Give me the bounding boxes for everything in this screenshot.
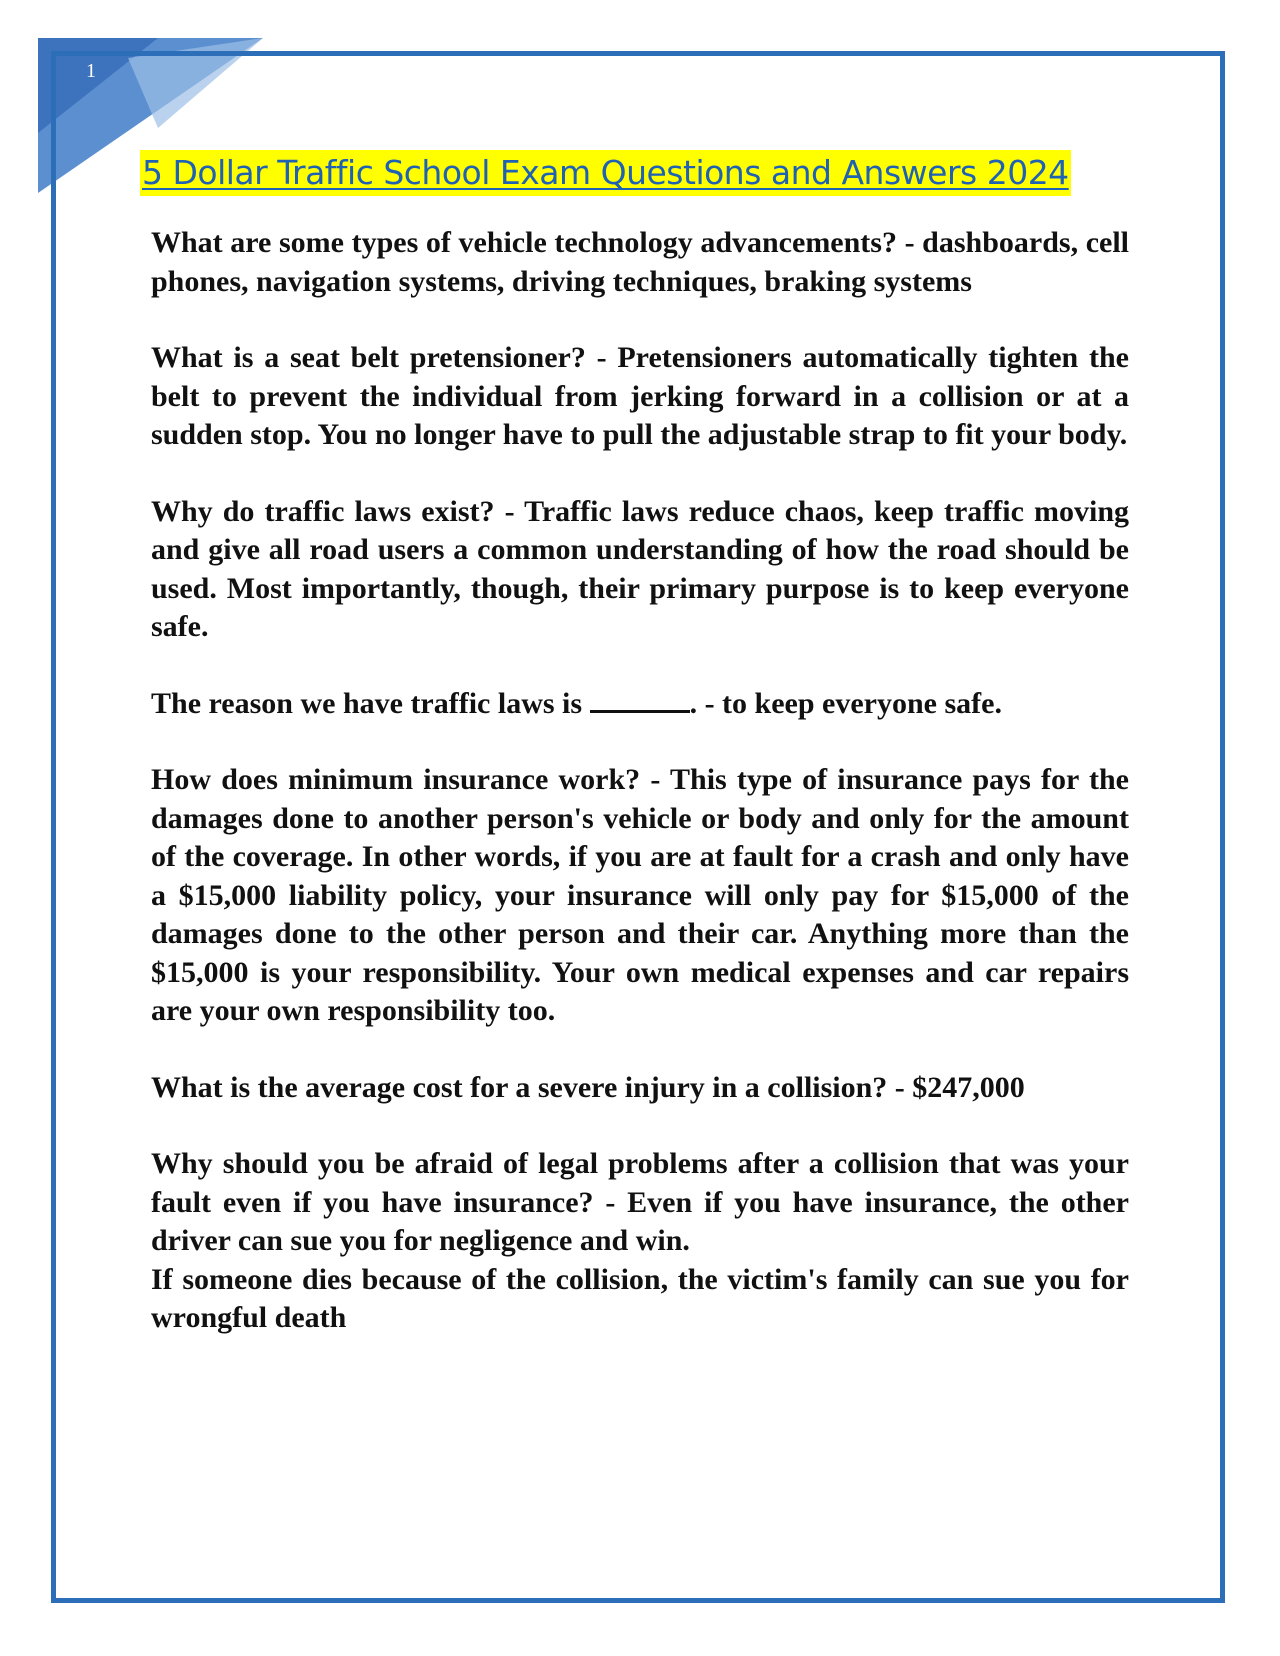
qa-item-4-question: The reason we have traffic laws is [151,686,590,720]
fill-in-blank [590,686,690,713]
qa-item-4-answer: . - to keep everyone safe. [689,686,1002,720]
qa-item-3: Why do traffic laws exist? - Traffic laws reduce chaos, keep traffic moving and give all road users a common understanding of how the road should be used. Most importantly, though, their primary purpose is to keep everyone safe. [151,494,1129,643]
document-title: 5 Dollar Traffic School Exam Questions and Answers 2024 [140,150,1071,196]
qa-item-7-part-1: Why should you be afraid of legal problems after a collision that was your fault even if you have insurance? - Even if you have insurance, the other driver can sue you for negligence and win. [151,1147,1129,1257]
qa-list [151,224,1129,1376]
qa-item-7-part-2: If someone dies because of the collision, the victim's family can sue you for wrongful death [151,1262,1129,1334]
qa-item-5: How does minimum insurance work? - This type of insurance pays for the damages done to another person's vehicle or body and only for the amount of the coverage. In other words, if you are at fault for a crash and only have a $15,000 liability policy, your insurance will only pay for $15,000 of the damages done to the other person and their car. Anything more than the $15,000 is your responsibility. Your own medical expenses and car repairs are your own responsibility too. [151,763,1129,1027]
qa-item-7 [151,1145,1129,1338]
page-number: 1 [86,60,96,82]
qa-item-6: What is the average cost for a severe injury in a collision? - $247,000 [151,1070,1025,1104]
qa-item-2: What is a seat belt pretensioner? - Pretensioners automatically tighten the belt to prevent the individual from jerking forward in a collision or at a sudden stop. You no longer have to pull the adjustable strap to fit your body. [151,341,1129,451]
qa-item-1: What are some types of vehicle technology advancements? - dashboards, cell phones, navigation systems, driving techniques, braking systems [151,226,1129,298]
qa-item-4 [151,685,1129,724]
